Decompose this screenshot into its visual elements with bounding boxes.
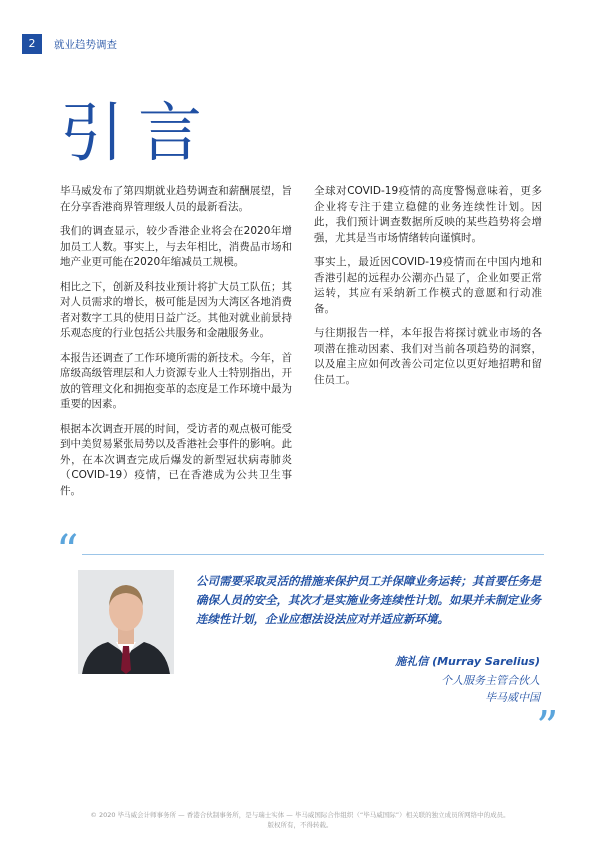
left-column (60, 184, 292, 508)
paragraph: 本报告还调查了工作环境所需的新技术。今年，首席级高级管理层和人力资源专业人士特别指出，开放的管理文化和拥抱变革的态度是工作环境中最为重要的因素。 (60, 351, 292, 410)
quote-divider (82, 554, 544, 555)
paragraph: 相比之下，创新及科技业预计将扩大员工队伍；其对人员需求的增长，极可能是因为大湾区各地消费者对数字工具的使用日益广泛。其他对就业前景持乐观态度的行业包括公共服务和金融服务业。 (60, 280, 292, 339)
paragraph: 毕马威发布了第四期就业趋势调查和薪酬展望，旨在分享香港商界管理级人员的最新看法。 (60, 185, 292, 213)
paragraph: 我们的调查显示，较少香港企业将会在2020年增加员工人数。事实上，与去年相比，消费品市场和地产业更可能在2020年缩减员工规模。 (60, 225, 292, 268)
close-quote-icon: ” (536, 702, 559, 753)
page-number: 2 (22, 34, 42, 54)
footer-line: © 2020 毕马威会计师事务所 — 香港合伙制事务所，是与瑞士实体 — 毕马威国际合作组织（“毕马威国际”）相关联的独立成员所网络中的成员。 (90, 811, 510, 819)
paragraph: 与往期报告一样，本年报告将探讨就业市场的各项潜在推动因素、我们对当前各项趋势的洞察，以及雇主应如何改善公司定位以更好地招聘和留住员工。 (314, 327, 542, 386)
quote-author-name: 施礼信 (Murray Sarelius) (395, 655, 540, 668)
paragraph: 事实上，最近因COVID-19疫情而在中国内地和香港引起的远程办公潮亦凸显了，企业如要正常运转，其应有采纳新工作模式的意愿和行动准备。 (314, 256, 542, 315)
pull-quote: 公司需要采取灵活的措施来保护员工并保障业务运转；其首要任务是确保人员的安全，其次才是实施业务连续性计划。如果并未制定业务连续性计划，企业应想法设法应对并适应新环境。 (196, 574, 541, 626)
portrait-photo (78, 570, 174, 674)
footer-line: 版权所有，不得转载。 (267, 821, 333, 829)
open-quote-icon: “ (56, 526, 79, 577)
page-title: 引言 (60, 97, 216, 171)
running-title: 就业趋势调查 (54, 39, 117, 51)
portrait-illustration (78, 570, 174, 674)
paragraph: 全球对COVID-19疫情的高度警惕意味着，更多企业将专注于建立稳健的业务连续性计划。因此，我们预计调查数据所反映的某些趋势将会增强，尤其是当市场情绪转向谨慎时。 (314, 185, 542, 244)
paragraph: 根据本次调查开展的时间，受访者的观点极可能受到中美贸易紧张局势以及香港社会事件的影响。此外，在本次调查完成后爆发的新型冠状病毒肺炎（COVID-19）疫情，已在香港成为公共卫生事件。 (60, 422, 292, 497)
copyright-footer (40, 810, 560, 830)
quote-author-role: 个人服务主管合伙人 (441, 674, 540, 687)
right-column (314, 184, 542, 397)
quote-author-org: 毕马威中国 (485, 691, 540, 704)
